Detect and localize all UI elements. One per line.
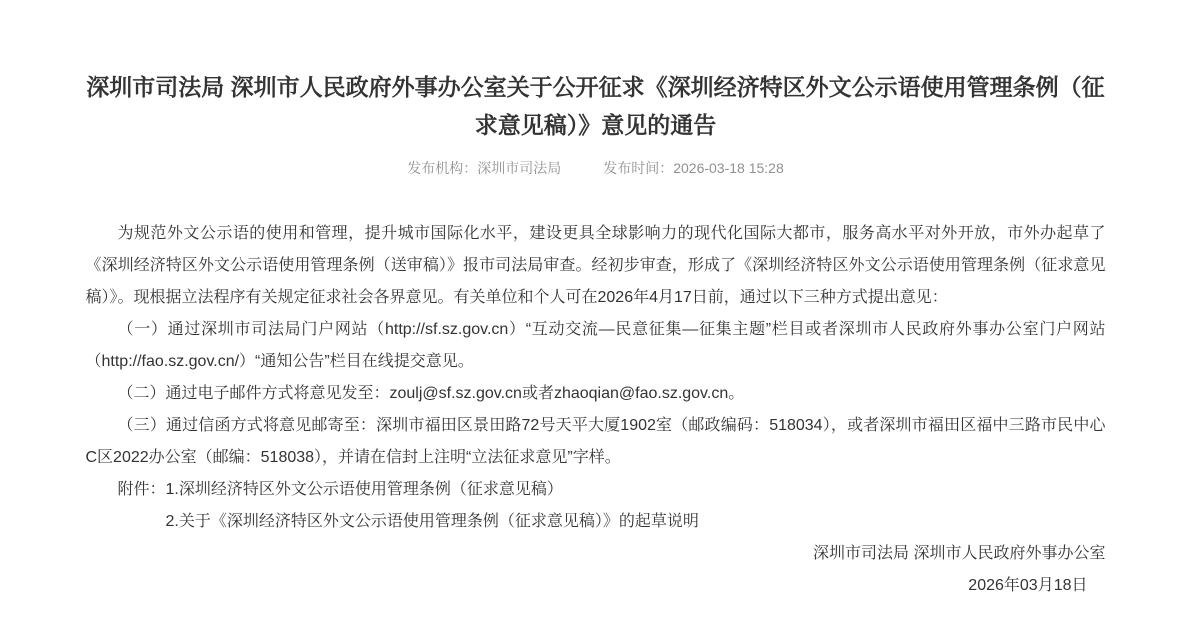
attachment-1-text: 1.深圳经济特区外文公示语使用管理条例（征求意见稿） xyxy=(165,481,563,498)
method-3-paragraph: （三）通过信函方式将意见邮寄至：深圳市福田区景田路72号天平大厦1902室（邮政编码：518034），或者深圳市福田区福中三路市民中心C区2022办公室（邮编：518038），并请在信封上注明“立法征求意见”字样。 xyxy=(85,417,1106,466)
method-1-paragraph: （一）通过深圳市司法局门户网站（http://sf.sz.gov.cn）“互动交流—民意征集—征集主题”栏目或者深圳市人民政府外事办公室门户网站（http://fao.sz.gov.cn/）“通知公告”栏目在线提交意见。 xyxy=(85,321,1106,370)
publish-time-label: 发布时间： xyxy=(603,160,674,176)
attachment-item-2: 2.关于《深圳经济特区外文公示语使用管理条例（征求意见稿）》的起草说明 xyxy=(165,513,699,530)
intro-paragraph: 为规范外文公示语的使用和管理，提升城市国际化水平，建设更具全球影响力的现代化国际大都市，服务高水平对外开放，市外办起草了《深圳经济特区外文公示语使用管理条例（送审稿）》报市司法局审查。经初步审查，形成了《深圳经济特区外文公示语使用管理条例（征求意见稿）》。现根据立法程序有关规定征求社会各界意见。有关单位和个人可在2026年4月17日前，通过以下三种方式提出意见： xyxy=(85,225,1106,306)
attachment-item-1 xyxy=(86,474,1106,506)
publish-meta xyxy=(86,158,1106,178)
attachment-label: 附件： xyxy=(117,481,166,498)
publisher-value: 深圳市司法局 xyxy=(477,160,562,176)
signature-line: 深圳市司法局 深圳市人民政府外事办公室 xyxy=(813,545,1106,562)
publish-time-value: 2026-03-18 15:28 xyxy=(673,160,784,176)
page-title: 深圳市司法局 深圳市人民政府外事办公室关于公开征求《深圳经济特区外文公示语使用管理条例（征求意见稿）》意见的通告 xyxy=(86,74,1105,138)
date-line: 2026年03月18日 xyxy=(968,577,1088,594)
notice-body xyxy=(86,218,1106,602)
publisher-label: 发布机构： xyxy=(407,160,478,176)
notice-document xyxy=(86,68,1106,602)
method-2-paragraph: （二）通过电子邮件方式将意见发至：zoulj@sf.sz.gov.cn或者zhaoqian@fao.sz.gov.cn。 xyxy=(117,385,745,402)
